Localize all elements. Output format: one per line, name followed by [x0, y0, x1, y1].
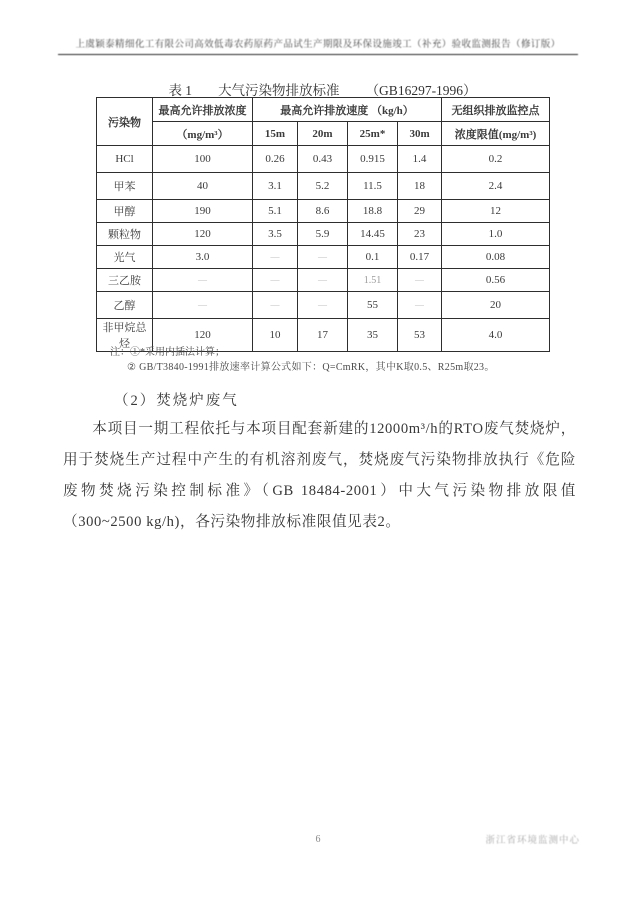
table-row	[97, 292, 550, 319]
fugitive-limit-value: 0.08	[442, 246, 550, 269]
rate-15m-value: —	[253, 292, 298, 319]
rate-30m-value: 18	[398, 173, 442, 200]
max-conc-value: 120	[153, 319, 253, 352]
col-header-fugitive-unit: 浓度限值(mg/m³)	[442, 122, 550, 146]
fugitive-limit-value: 2.4	[442, 173, 550, 200]
rate-30m-value: 23	[398, 223, 442, 246]
table-note-1: 注：①*采用内插法计算；	[110, 347, 225, 358]
rate-25m-value: 14.45	[348, 223, 398, 246]
fugitive-limit-value: 12	[442, 200, 550, 223]
page-number: 6	[315, 834, 321, 845]
table-caption-ref: （GB16297-1996）	[365, 83, 477, 98]
col-header-25m: 25m*	[348, 122, 398, 146]
running-header: 上虞颖泰精细化工有限公司高效低毒农药原药产品试生产期限及环保设施竣工（补充）验收监测报告（修订版）	[58, 36, 578, 55]
col-header-max-rate: 最高允许排放速度 （kg/h）	[253, 98, 442, 122]
rate-30m-value: 1.4	[398, 146, 442, 173]
table-row	[97, 223, 550, 246]
rate-15m-value: —	[253, 269, 298, 292]
rate-15m-value: 0.26	[253, 146, 298, 173]
rate-20m-value: 17	[298, 319, 348, 352]
pollutant-name: 非甲烷总烃	[97, 319, 153, 352]
table-row	[97, 200, 550, 223]
rate-25m-value: 1.51	[348, 269, 398, 292]
col-header-15m: 15m	[253, 122, 298, 146]
max-conc-value: 190	[153, 200, 253, 223]
rate-20m-value: —	[298, 292, 348, 319]
table-caption-title: 大气污染物排放标准	[218, 83, 340, 98]
rate-20m-value: 5.9	[298, 223, 348, 246]
rate-15m-value: 3.5	[253, 223, 298, 246]
table-row	[97, 269, 550, 292]
max-conc-value: —	[153, 292, 253, 319]
table-caption	[96, 79, 549, 99]
footer-organization: 浙江省环境监测中心	[485, 836, 580, 846]
rate-25m-value: 0.1	[348, 246, 398, 269]
max-conc-value: 120	[153, 223, 253, 246]
pollutant-name: 甲苯	[97, 173, 153, 200]
fugitive-limit-value: 0.56	[442, 269, 550, 292]
col-header-max-conc-unit: （mg/m³）	[153, 122, 253, 146]
max-conc-value: 40	[153, 173, 253, 200]
rate-25m-value: 18.8	[348, 200, 398, 223]
rate-20m-value: 8.6	[298, 200, 348, 223]
rate-30m-value: —	[398, 292, 442, 319]
table-row	[97, 173, 550, 200]
max-conc-value: —	[153, 269, 253, 292]
pollutant-name: 甲醇	[97, 200, 153, 223]
rate-30m-value: 29	[398, 200, 442, 223]
rate-15m-value: 10	[253, 319, 298, 352]
pollutant-name: 光气	[97, 246, 153, 269]
rate-25m-value: 35	[348, 319, 398, 352]
table-row	[97, 246, 550, 269]
rate-15m-value: —	[253, 246, 298, 269]
pollutant-name: HCl	[97, 146, 153, 173]
rate-25m-value: 11.5	[348, 173, 398, 200]
max-conc-value: 3.0	[153, 246, 253, 269]
rate-15m-value: 3.1	[253, 173, 298, 200]
table-note-2: ② GB/T3840-1991排放速率计算公式如下：Q=CmRK，其中K取0.5、R25m取23。	[127, 362, 495, 373]
max-conc-value: 100	[153, 146, 253, 173]
rate-30m-value: 53	[398, 319, 442, 352]
rate-20m-value: —	[298, 246, 348, 269]
rate-25m-value: 0.915	[348, 146, 398, 173]
rate-20m-value: 0.43	[298, 146, 348, 173]
rate-30m-value: —	[398, 269, 442, 292]
fugitive-limit-value: 0.2	[442, 146, 550, 173]
col-header-pollutant: 污染物	[97, 98, 153, 146]
section-heading: （2）焚烧炉废气	[114, 393, 239, 409]
fugitive-limit-value: 4.0	[442, 319, 550, 352]
col-header-20m: 20m	[298, 122, 348, 146]
col-header-30m: 30m	[398, 122, 442, 146]
rate-30m-value: 0.17	[398, 246, 442, 269]
table-caption-label: 表 1	[168, 83, 193, 98]
rate-20m-value: 5.2	[298, 173, 348, 200]
rate-25m-value: 55	[348, 292, 398, 319]
fugitive-limit-value: 20	[442, 292, 550, 319]
emission-standard-table	[96, 97, 550, 352]
fugitive-limit-value: 1.0	[442, 223, 550, 246]
rate-20m-value: —	[298, 269, 348, 292]
col-header-fugitive: 无组织排放监控点	[442, 98, 550, 122]
pollutant-name: 三乙胺	[97, 269, 153, 292]
pollutant-name: 乙醇	[97, 292, 153, 319]
rate-15m-value: 5.1	[253, 200, 298, 223]
table-row	[97, 146, 550, 173]
body-paragraph: 本项目一期工程依托与本项目配套新建的12000m³/h的RTO废气焚烧炉，用于焚烧生产过程中产生的有机溶剂废气，焚烧废气污染物排放执行《危险废物焚烧污染控制标准》（GB 18484-2001）中大气污染物排放限值（300~2500 kg/h)，各污染物排放标准限值见表2。	[63, 421, 576, 530]
pollutant-name: 颗粒物	[97, 223, 153, 246]
col-header-max-conc: 最高允许排放浓度	[153, 98, 253, 122]
